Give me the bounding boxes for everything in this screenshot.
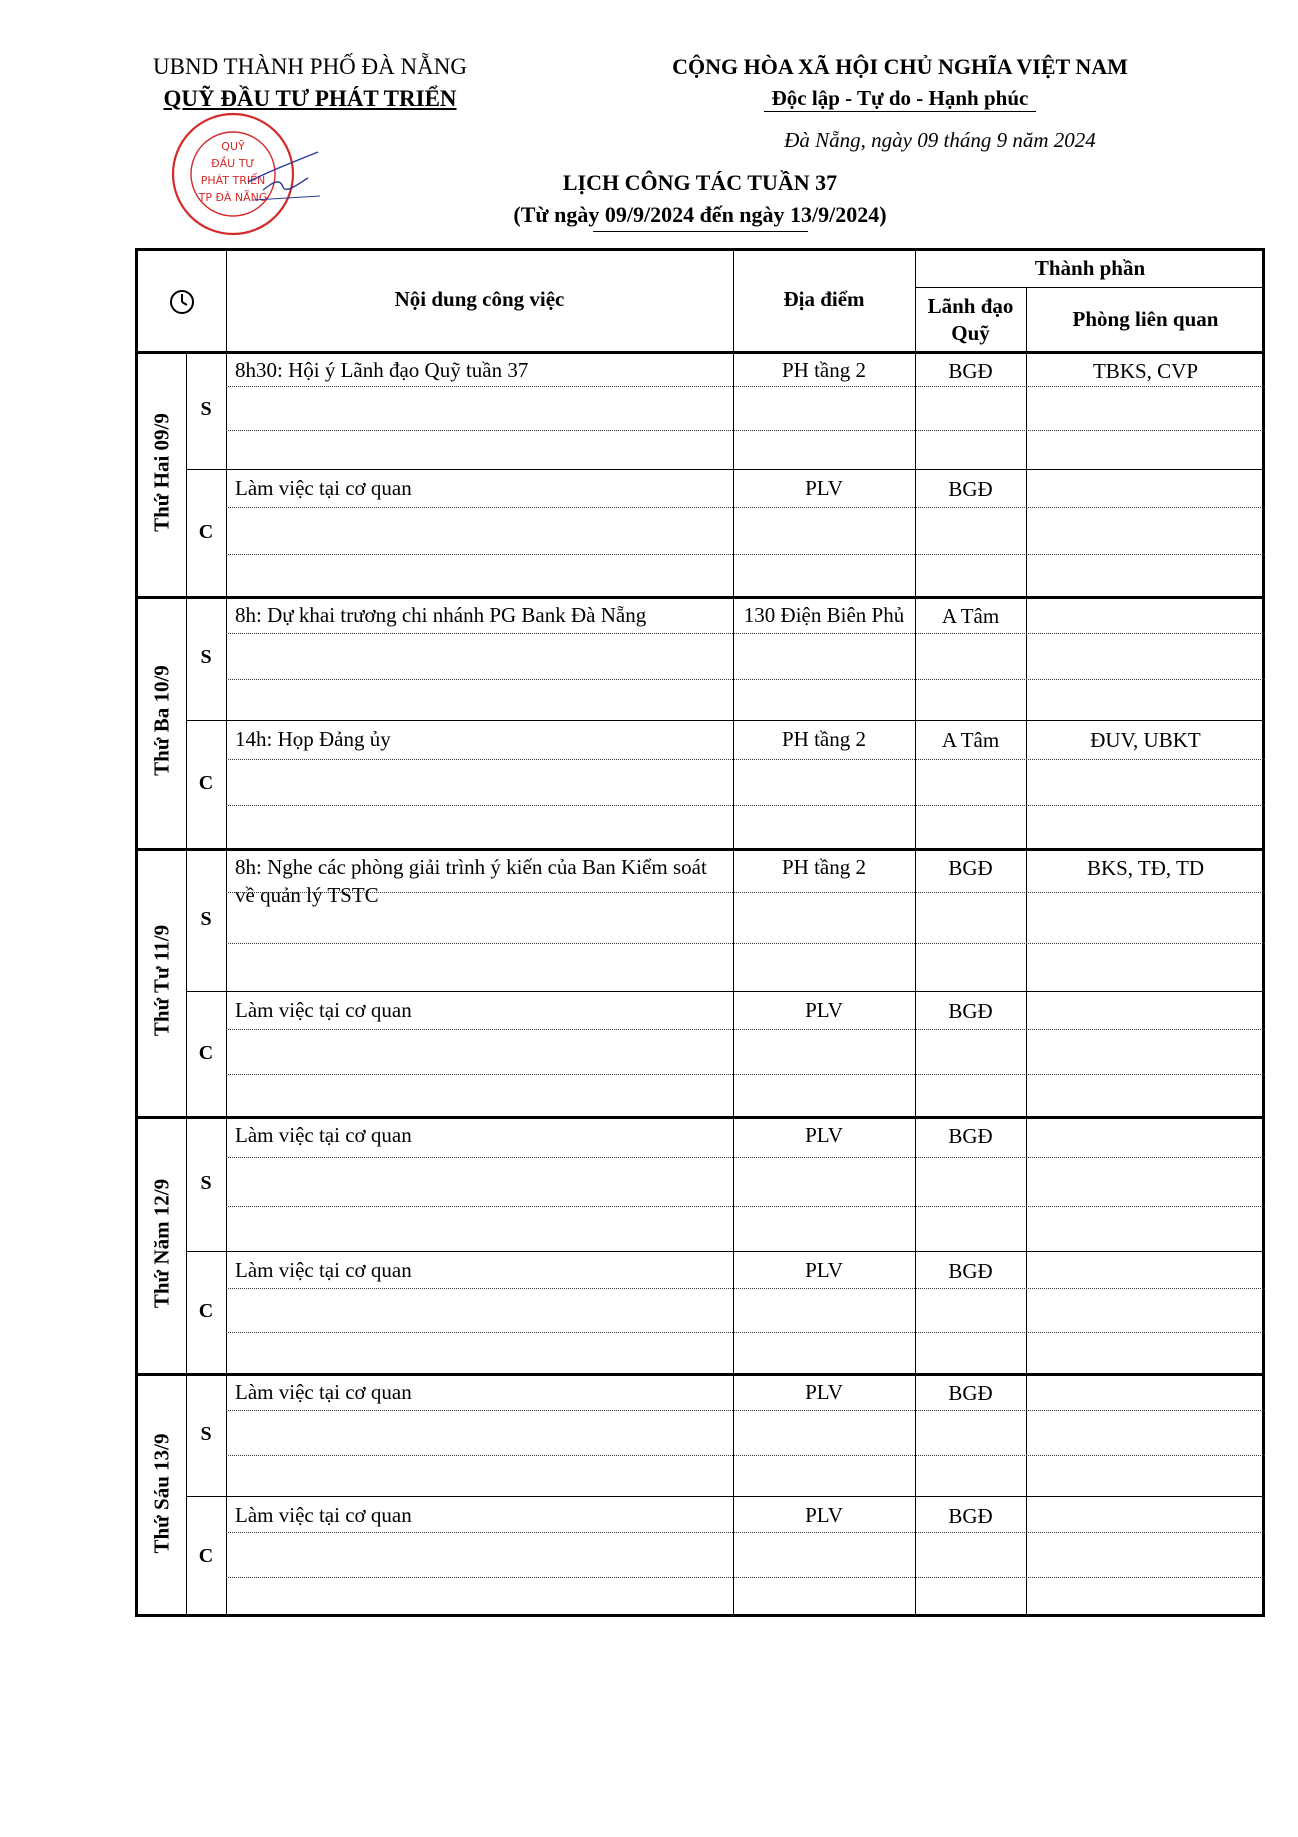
document-subtitle: (Từ ngày 09/9/2024 đến ngày 13/9/2024) [513,202,887,227]
session-label: C [198,520,214,543]
dotted-rule [226,805,1265,806]
session-separator [186,720,1265,721]
task-departments: ĐUV, UBKT [1090,728,1201,752]
content-header: Nội dung công việc [394,287,565,311]
session-label: S [200,1171,212,1194]
task-leader: BGĐ [948,359,993,383]
task-location: PH tầng 2 [782,358,866,382]
official-stamp [148,112,323,240]
task-departments: BKS, TĐ, TD [1086,856,1205,880]
task-leader: BGĐ [948,856,993,880]
session-label: C [198,772,214,794]
time-header [138,287,226,323]
day-label: Thứ Năm 12/9 [149,1178,174,1308]
task-content: 8h30: Hội ý Lãnh đạo Quỹ tuần 37 [235,358,529,382]
task-location: PLV [805,1123,843,1147]
dotted-rule [226,943,1265,944]
task-content: Làm việc tại cơ quan [235,1123,412,1147]
dotted-rule [226,1206,1265,1207]
day-label: Thứ Tư 11/9 [149,924,174,1037]
session-separator [186,1496,1265,1497]
task-content: 8h: Nghe các phòng giải trình ý kiến của Ban Kiểm soát về quản lý TSTC [235,855,707,907]
task-location: PLV [805,1503,843,1527]
dotted-rule [226,1288,1265,1289]
stamp-text-4: TP ĐÀ NẴNG [198,191,268,204]
nation-title: CỘNG HÒA XÃ HỘI CHỦ NGHĨA VIỆT NAM [672,54,1128,79]
task-location: PLV [805,476,843,500]
stamp-text-1: QUỸ [221,140,245,153]
dotted-rule [226,1029,1265,1030]
session-label: C [198,1300,214,1322]
dotted-rule [226,633,1265,634]
task-location: PLV [805,1258,843,1282]
leader-col-divider [915,251,916,1617]
task-leader: BGĐ [948,1124,993,1148]
task-leader: A Tâm [941,728,1000,752]
org-name-line2: QUỸ ĐẦU TƯ PHÁT TRIỂN [163,86,457,111]
session-separator [186,469,1265,470]
org-name-line1: UBND THÀNH PHỐ ĐÀ NẴNG [153,54,467,79]
day-label: Thứ Hai 09/9 [149,412,174,532]
task-location: PH tầng 2 [782,855,866,879]
session-separator [186,991,1265,992]
task-leader: BGĐ [948,477,993,501]
stamp-text-2: ĐẦU TƯ [211,157,255,170]
day-label: Thứ Sáu 13/9 [149,1433,174,1554]
stamp-text-3: PHÁT TRIỂN [200,174,266,187]
content-col-divider [226,251,227,1617]
session-label: S [200,1422,212,1445]
task-leader: BGĐ [948,1381,993,1405]
task-location: PLV [805,998,843,1022]
schedule-table [135,248,1265,1617]
session-label: S [200,398,212,420]
task-content: Làm việc tại cơ quan [235,476,412,500]
session-label: S [200,907,212,930]
task-content: Làm việc tại cơ quan [235,1503,412,1527]
task-content: Làm việc tại cơ quan [235,1380,412,1404]
subtitle-underline [593,231,808,232]
location-col-divider [733,251,734,1617]
dotted-rule [226,1410,1265,1411]
dotted-rule [226,679,1265,680]
dotted-rule [226,1074,1265,1075]
day-separator [138,1116,1265,1119]
dotted-rule [226,430,1265,431]
header-bottom-line [138,351,1265,354]
task-location: PH tầng 2 [782,727,866,751]
dotted-rule [226,386,1265,387]
issue-date: Đà Nẵng, ngày 09 tháng 9 năm 2024 [784,128,1096,152]
leader-header: Lãnh đạo Quỹ [927,294,1014,345]
task-leader: BGĐ [948,1504,993,1528]
dotted-rule [226,1455,1265,1456]
task-content: 8h: Dự khai trương chi nhánh PG Bank Đà Nẵng [235,603,647,627]
session-label: C [198,1544,214,1567]
participants-header: Thành phần [1034,256,1146,280]
dotted-rule [226,1157,1265,1158]
session-label: C [198,1041,214,1064]
nation-motto [620,86,1180,111]
department-col-divider [1026,287,1027,1617]
day-separator [138,596,1265,599]
task-content: Làm việc tại cơ quan [235,1258,412,1282]
task-location: PLV [805,1380,843,1404]
day-separator [138,1373,1265,1376]
session-separator [186,1251,1265,1252]
dotted-rule [226,1332,1265,1333]
day-label: Thứ Ba 10/9 [149,665,174,776]
task-departments: TBKS, CVP [1092,359,1199,383]
session-label: S [200,646,212,668]
stamp-graphic [148,112,323,240]
dotted-rule [226,507,1265,508]
task-leader: BGĐ [948,999,993,1023]
dotted-rule [226,759,1265,760]
task-leader: A Tâm [941,604,1000,628]
dotted-rule [226,554,1265,555]
task-content: 14h: Họp Đảng ủy [235,727,391,751]
day-separator [138,848,1265,851]
location-header: Địa điểm [783,287,865,311]
dotted-rule [226,1532,1265,1533]
task-location: 130 Điện Biên Phủ [743,603,905,627]
document-title: LỊCH CÔNG TÁC TUẦN 37 [562,170,838,195]
dotted-rule [226,1577,1265,1578]
participants-divider [915,287,1265,288]
task-content: Làm việc tại cơ quan [235,998,412,1022]
clock-icon [167,287,197,317]
nation-motto-text: Độc lập - Tự do - Hạnh phúc [764,86,1037,112]
departments-header: Phòng liên quan [1072,307,1219,331]
task-leader: BGĐ [948,1259,993,1283]
